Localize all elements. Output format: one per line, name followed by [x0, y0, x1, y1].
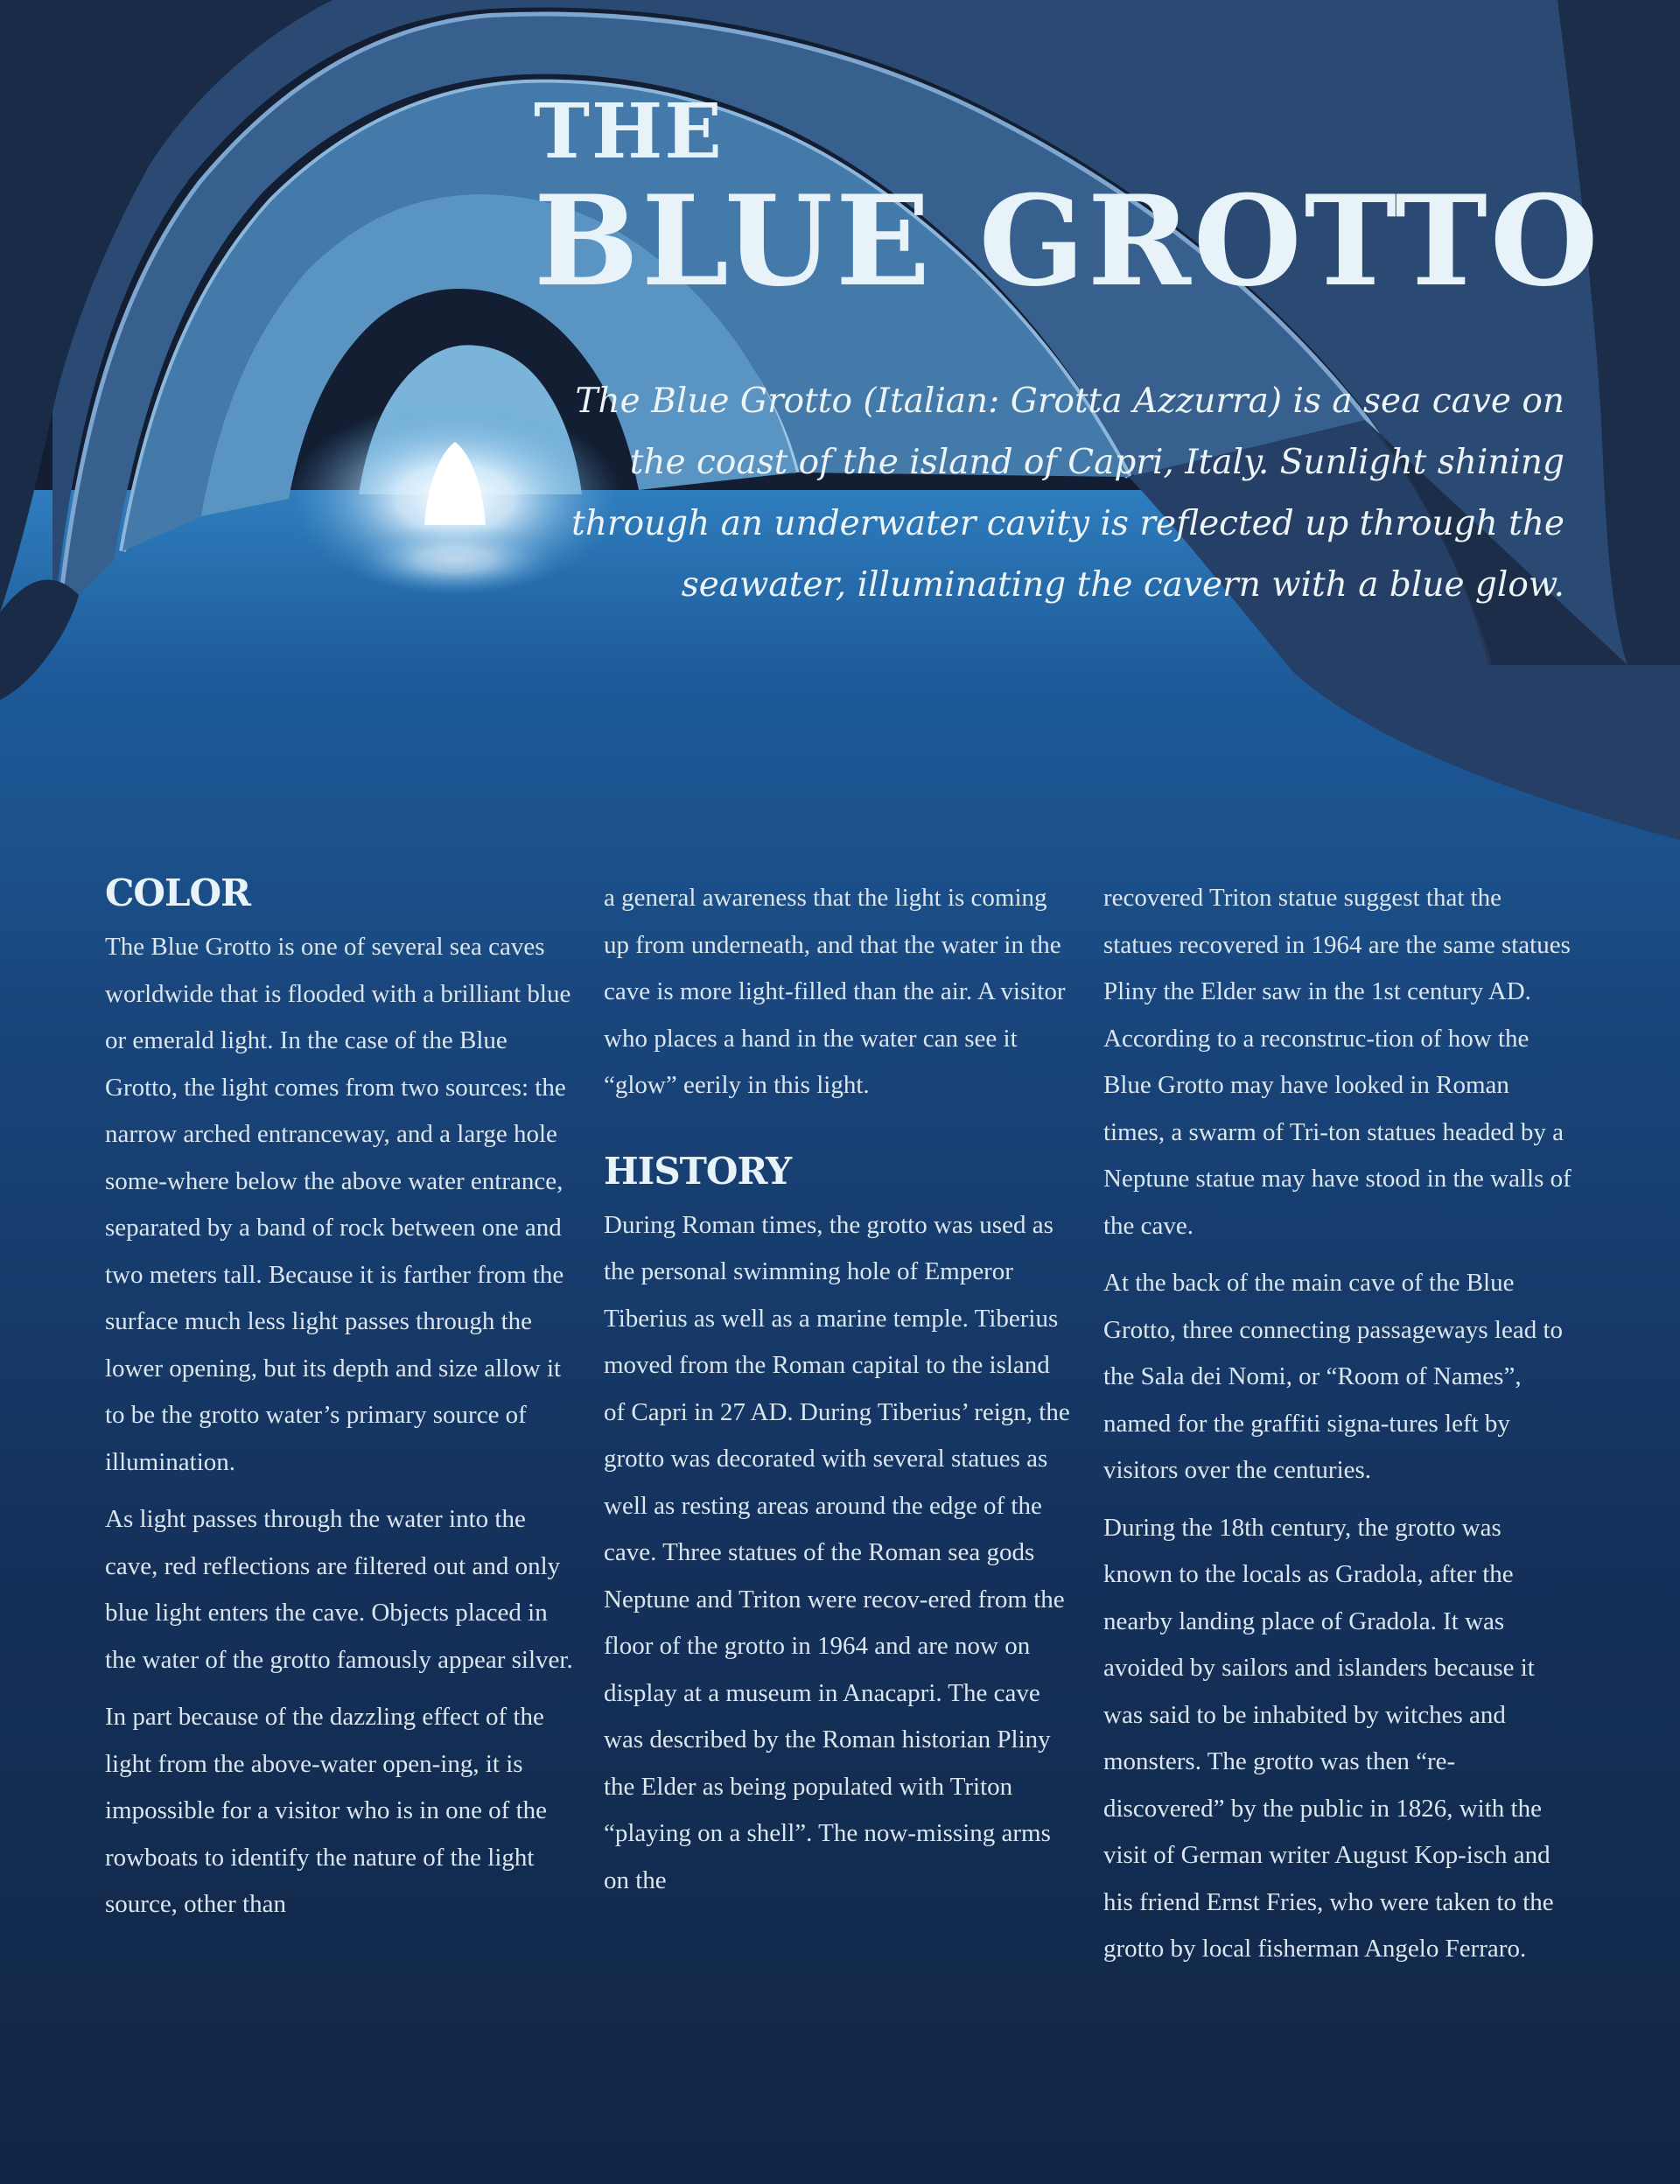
- paragraph: a general awareness that the light is coming up from underneath, and that the water in the cave is more light-filled than the air. A visitor who places a hand in the water can see it “glow” eerily in this light.: [604, 884, 1066, 1099]
- section-heading-color: COLOR: [105, 872, 251, 914]
- paragraph: In part because of the dazzling effect of the light from the above-water open-ing, it is impossible for a visitor who is in one of the rowboats to identify the nature of the light source, other than: [105, 1703, 548, 1918]
- column-2: [604, 875, 1076, 1914]
- paragraph: During Roman times, the grotto was used as the personal swimming hole of Emperor Tiberius as well as a marine temple. Tiberius moved from the Roman capital to the island of Capri in 27 AD. During Tiberius’ reign, the grotto was decorated with several statues as well as resting areas around the edge of the cave. Three statues of the Roman sea gods Neptune and Triton were recov-ered from the floor of the grotto in 1964 and are now on display at a museum in Anacapri. The cave was described by the Roman historian Pliny the Elder as being populated with Triton “playing on a shell”. The now-missing arms on the: [604, 1210, 1070, 1894]
- page-title: BLUE GROTTO: [534, 169, 1601, 314]
- column-3: [1103, 875, 1576, 1984]
- section-heading-history: HISTORY: [604, 1149, 792, 1193]
- paragraph: During the 18th century, the grotto was known to the locals as Gradola, after the nearby landing place of Gradola. It was avoided by sailors and islanders because it was said to be inhabited by witches and monsters. The grotto was then “re-discovered” by the public in 1826, with the visit of German writer August Kop-isch and his friend Ernst Fries, who were taken to the grotto by local fisherman Angelo Ferraro.: [1103, 1513, 1554, 1963]
- intro-paragraph: The Blue Grotto (Italian: Grotta Azzurra) is a sea cave on the coast of the island of Capri, Italy. Sunlight shining through an underwater cavity is reflected up through the seawater, illuminating the cavern with a blue glow.: [571, 382, 1564, 605]
- paragraph: At the back of the main cave of the Blue Grotto, three connecting passageways lead to the Sala dei Nomi, or “Room of Names”, named for the graffiti signa-tures left by visitors over the centuries.: [1103, 1269, 1564, 1484]
- title-the: THE: [534, 88, 724, 176]
- paragraph: The Blue Grotto is one of several sea caves worldwide that is flooded with a brilliant blue or emerald light. In the case of the Blue Grotto, the light comes from two sources: the narrow arched entranceway, and a large hole some-where below the above water entrance, separated by a band of rock between one and two meters tall. Because it is farther from the surface much less light passes through the lower opening, but its depth and size allow it to be the grotto water’s primary source of illumination.: [105, 933, 571, 1476]
- paragraph: recovered Triton statue suggest that the statues recovered in 1964 are the same statues Pliny the Elder saw in the 1st century AD. According to a reconstruc-tion of how the Blue Grotto may have looked in Roman times, a swarm of Tri-ton statues headed by a Neptune statue may have stood in the walls of the cave.: [1103, 884, 1572, 1240]
- column-1: [105, 872, 578, 1939]
- water-reflection: [350, 525, 560, 595]
- paragraph: As light passes through the water into the cave, red reflections are filtered out and only blue light enters the cave. Objects placed in the water of the grotto famously appear silver.: [105, 1505, 573, 1674]
